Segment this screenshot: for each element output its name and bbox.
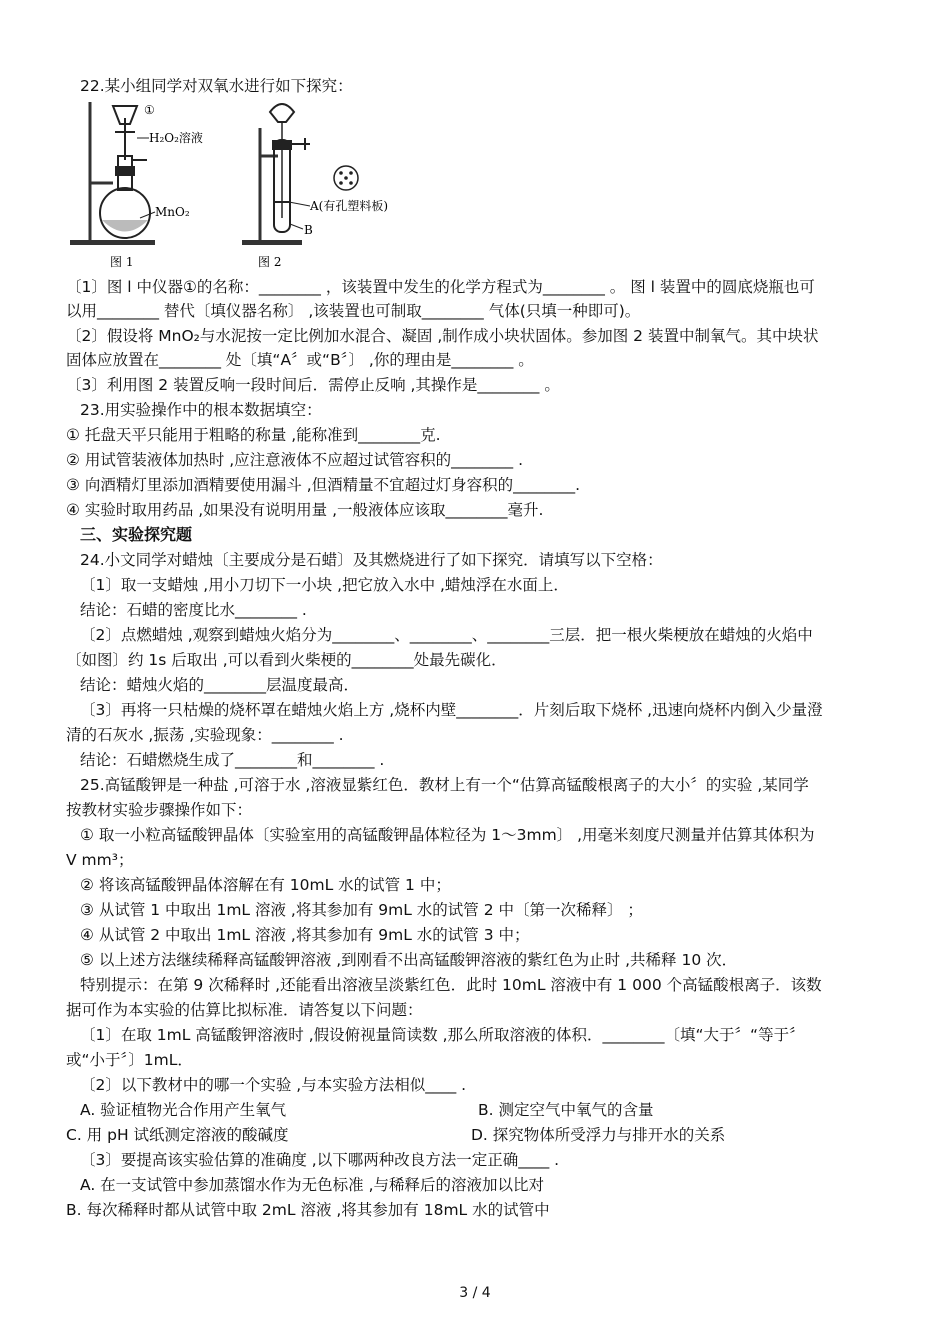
q25-step5: ⑤ 以上述方法继续稀释高锰酸钾溶液 ,到刚看不出高锰酸钾溶液的紫红色为止时 ,共稀释 10 次． bbox=[80, 951, 738, 969]
q25-question3-option-b: B. 每次稀释时都从试管中取 2mL 溶液 ,将其参加有 18mL 水的试管中 bbox=[66, 1201, 550, 1219]
q25-option-d: D. 探究物体所受浮力与排开水的关系 bbox=[471, 1126, 726, 1144]
fig2-label-b: B bbox=[304, 223, 313, 237]
q24-step3-line2: 清的石灰水 ,振荡 ,实验现象：________ . bbox=[66, 726, 344, 744]
fig1-mno2-label: MnO₂ bbox=[155, 205, 190, 219]
q23-item2: ② 用试管装液体加热时 ,应注意液体不应超过试管容积的________ . bbox=[66, 451, 524, 469]
q25-question3: 〔3〕要提高该实验估算的准确度 ,以下哪两种改良方法一定正确____ . bbox=[80, 1151, 560, 1169]
q24-step2-line1: 〔2〕点燃蜡烛 ,观察到蜡烛火焰分为________、________、________三层．把一根火柴梗放在蜡烛的火焰中 bbox=[80, 626, 813, 644]
q24-conclusion2: 结论：蜡烛火焰的________层温度最高． bbox=[80, 676, 360, 694]
q22-part1-line1: 〔1〕图 l 中仪器①的名称：________ ，该装置中发生的化学方程式为________ 。 图 l 装置中的圆底烧瓶也可 bbox=[66, 278, 815, 296]
q22-part1-line2: 以用________ 替代〔填仪器名称〕 ,该装置也可制取________ 气体(只填一种即可)。 bbox=[66, 302, 641, 320]
page-number: 3 / 4 bbox=[459, 1285, 491, 1301]
q25-step2: ② 将该高锰酸钾晶体溶解在有 10mL 水的试管 1 中； bbox=[80, 876, 451, 894]
q24-step3-line1: 〔3〕再将一只枯燥的烧杯罩在蜡烛火焰上方 ,烧杯内壁________．片刻后取下烧杯 ,迅速向烧杯内倒入少量澄 bbox=[80, 701, 823, 719]
fig1-caption: 图 1 bbox=[110, 255, 134, 268]
q24-conclusion3: 结论：石蜡燃烧生成了________和________ . bbox=[80, 751, 385, 769]
q23-item4: ④ 实验时取用药品 ,如果没有说明用量 ,一般液体应该取________毫升. bbox=[66, 501, 544, 519]
long-neck-funnel bbox=[270, 104, 294, 122]
mno2-powder bbox=[102, 220, 148, 232]
q25-question1-line1: 〔1〕在取 1mL 高锰酸钾溶液时 ,假设俯视量筒读数 ,那么所取溶液的体积．________〔填“大于〞“等于〞 bbox=[80, 1026, 805, 1044]
q25-question1-line2: 或“小于〞〕1mL． bbox=[66, 1051, 193, 1069]
q25-tip-line1: 特别提示：在第 9 次稀释时 ,还能看出溶液呈淡紫红色．此时 10mL 溶液中有 1 000 个高锰酸根离子．该数 bbox=[80, 976, 822, 994]
q25-option-b: B. 测定空气中氧气的含量 bbox=[478, 1101, 654, 1119]
q22-part3: 〔3〕利用图 2 装置反响一段时间后．需停止反响 ,其操作是________ 。 bbox=[66, 376, 560, 394]
q22-part2-line1: 〔2〕假设将 MnO₂与水泥按一定比例加水混合、凝固 ,制作成小块状固体。参加图 2 装置中制氧气。其中块状 bbox=[66, 327, 819, 345]
q23-item1: ① 托盘天平只能用于粗略的称量 ,能称准到________克. bbox=[66, 426, 441, 444]
q25-question2: 〔2〕以下教材中的哪一个实验 ,与本实验方法相似____ . bbox=[80, 1076, 467, 1094]
figure-2-tube-apparatus bbox=[230, 98, 400, 268]
fig1-h2o2-label: H₂O₂溶液 bbox=[149, 131, 203, 145]
stand-base bbox=[242, 240, 302, 245]
section-heading: 三、实验探究题 bbox=[80, 525, 193, 544]
q24-conclusion1: 结论：石蜡的密度比水________ . bbox=[80, 601, 307, 619]
q23-intro: 23.用实验操作中的根本数据填空： bbox=[80, 401, 322, 419]
q25-step1-line2: V mm³； bbox=[66, 851, 134, 869]
figure-1-flask-apparatus bbox=[65, 98, 215, 268]
q25-step4: ④ 从试管 2 中取出 1mL 溶液 ,将其参加有 9mL 水的试管 3 中； bbox=[80, 926, 530, 944]
q25-intro-line1: 25.高锰酸钾是一种盐 ,可溶于水 ,溶液显紫红色．教材上有一个“估算高锰酸根离子的大小〞的实验 ,某同学 bbox=[80, 776, 809, 794]
fig2-caption: 图 2 bbox=[258, 255, 282, 268]
q24-intro: 24.小文同学对蜡烛〔主要成分是石蜡〕及其燃烧进行了如下探究．请填写以下空格： bbox=[80, 551, 663, 569]
q22-part2-line2: 固体应放置在________ 处〔填“A〞或“B〞〕 ,你的理由是________ 。 bbox=[66, 351, 534, 369]
fig1-marker: ① bbox=[144, 103, 155, 117]
q25-tip-line2: 据可作为本实验的估算比拟标准．请答复以下问题： bbox=[66, 1001, 423, 1019]
q25-question3-option-a: A. 在一支试管中参加蒸馏水作为无色标准 ,与稀释后的溶液加以比对 bbox=[80, 1176, 545, 1194]
q22-intro: 22.某小组同学对双氧水进行如下探究： bbox=[80, 77, 353, 95]
q25-option-a: A. 验证植物光合作用产生氧气 bbox=[80, 1101, 287, 1119]
q25-step1-line1: ① 取一小粒高锰酸钾晶体〔实验室用的高锰酸钾晶体粒径为 1～3mm〕 ,用毫米刻度尺测量并估算其体积为 bbox=[80, 826, 815, 844]
q23-item3: ③ 向酒精灯里添加酒精要使用漏斗 ,但酒精量不宜超过灯身容积的________. bbox=[66, 476, 581, 494]
q24-step2-line2: 〔如图〕约 1s 后取出 ,可以看到火柴梗的________处最先碳化． bbox=[66, 651, 507, 669]
q25-option-c: C. 用 pH 试纸测定溶液的酸碱度 bbox=[66, 1126, 289, 1144]
q25-step3: ③ 从试管 1 中取出 1mL 溶液 ,将其参加有 9mL 水的试管 2 中〔第一次稀释〕 ； bbox=[80, 901, 643, 919]
fig2-label-a: A(有孔塑料板) bbox=[310, 199, 389, 213]
q24-step1: 〔1〕取一支蜡烛 ,用小刀切下一小块 ,把它放入水中 ,蜡烛浮在水面上． bbox=[80, 576, 569, 594]
q25-intro-line2: 按教材实验步骤操作如下： bbox=[66, 801, 253, 819]
stand-base bbox=[70, 240, 155, 245]
